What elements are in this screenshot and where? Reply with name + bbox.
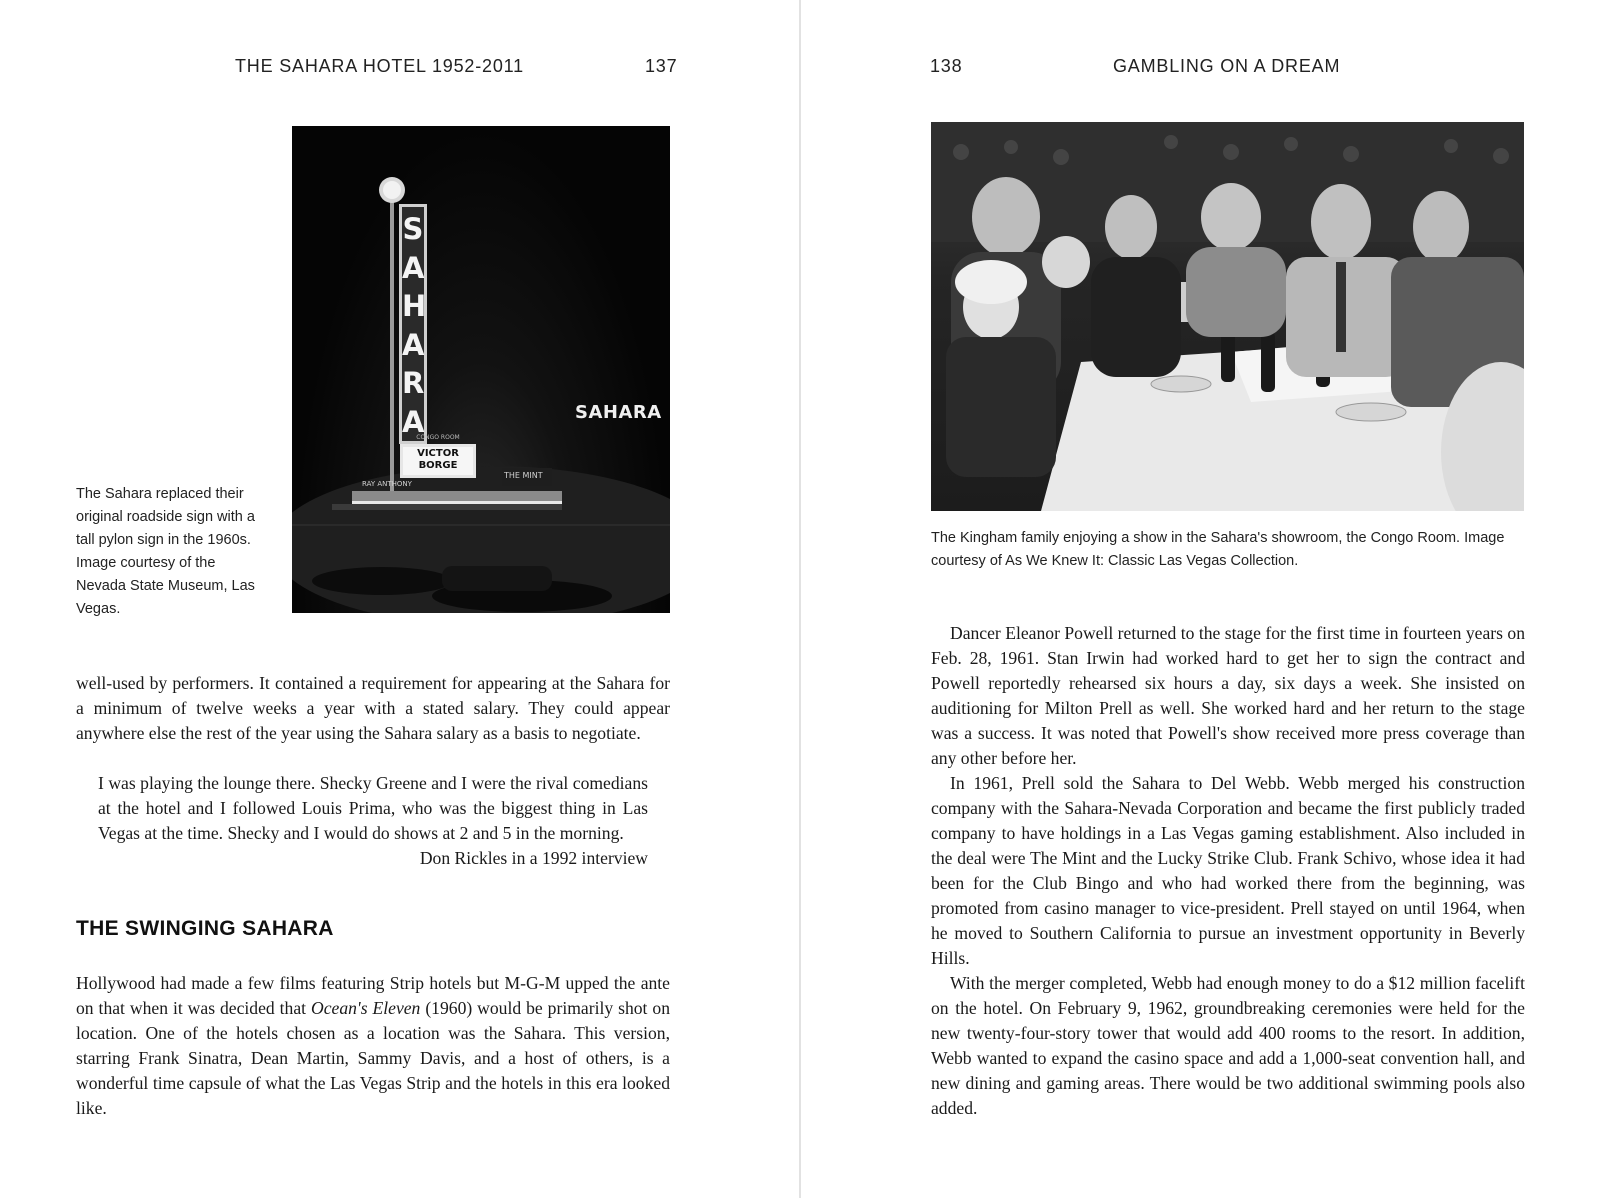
paragraph-merger: With the merger completed, Webb had enough money to do a $12 million facelift on the hotel. On February 9, 1962, groundbreaking ceremonies were held for the new twenty-four-story tower that would add 400 rooms to the resort. In addition, Webb wanted to expand the casino space and add a 1,000-seat convention hall, and new dining and gaming areas. There would be two additional swimming pools also added. (931, 973, 1525, 1118)
hollywood-text-a: Hollywood had made a few films featuring Strip hotels but M-G-M upped the ante on that when it was decided that (76, 973, 670, 1018)
mint-sign-text: THE MINT (504, 471, 543, 480)
page-number-left: 137 (645, 56, 678, 76)
photo-sahara-pylon-sign (292, 126, 670, 613)
quote-attribution: Don Rickles in a 1992 interview (419, 848, 648, 868)
family-photo-illustration (931, 122, 1524, 511)
paragraph-del-webb: In 1961, Prell sold the Sahara to Del Webb. Webb merged his construction company with the Sahara-Nevada Corporation and became the first publicly traded company to have holdings in a Las Vegas gaming establishment. Also included in the deal were The Mint and the Lucky Strike Club. Frank Schivo, whose idea it had been for the Club Bingo and who had worked there from the beginning, was promoted from casino manager to vice-president. Prell stayed on until 1964, when he moved to Southern California to pursue an investment opportunity in Beverly Hills. (931, 773, 1525, 968)
section-heading: THE SWINGING SAHARA (76, 917, 334, 940)
pylon-sign-text: SAHARA (402, 212, 427, 439)
paragraph-hollywood (76, 971, 670, 1121)
right-body-text (931, 621, 1525, 1121)
film-title: Ocean's Eleven (311, 998, 421, 1018)
building-sign-text: SAHARA (575, 402, 662, 423)
running-title-right: GAMBLING ON A DREAM (1113, 56, 1341, 76)
paragraph-eleanor-powell: Dancer Eleanor Powell returned to the stage for the first time in fourteen years on Feb. 28, 1961. Stan Irwin had worked hard to get her to sign the contract and Powell reportedly rehearsed six hours a day, six days a week. She insisted on auditioning for Milton Prell as well. She worked hard and her return to the stage was a success. It was noted that Powell's show received more press coverage than any other before her. (931, 623, 1525, 768)
marquee-line-1: VICTOR (417, 448, 459, 459)
page-number-right: 138 (930, 56, 963, 76)
marquee-line-2: BORGE (418, 460, 458, 471)
pylon-sign-illustration (292, 126, 670, 613)
caption-left: The Sahara replaced their original roadside sign with a tall pylon sign in the 1960s. Image courtesy of the Nevada State Museum, Las Vegas. (76, 486, 255, 617)
hollywood-text-b: (1960) would be primarily shot on location. One of the hotels chosen as a location was the Sahara. This version, starring Frank Sinatra, Dean Martin, Sammy Davis, and a host of others, is a wonderful time capsule of what the Las Vegas Strip and the hotels in this era looked like. (76, 998, 670, 1118)
marquee-header: CONGO ROOM (416, 434, 460, 441)
photo-kingham-family (931, 122, 1524, 511)
caption-right: The Kingham family enjoying a show in the Sahara's showroom, the Congo Room. Image courtesy of As We Knew It: Classic Las Vegas Collection. (931, 530, 1505, 569)
book-gutter (799, 0, 801, 1198)
paragraph-performers: well-used by performers. It contained a requirement for appearing at the Sahara for a minimum of twelve weeks a year with a stated salary. They could appear anywhere else the rest of the year using the Sahara salary as a basis to negotiate. (76, 673, 670, 743)
blockquote-rickles (98, 771, 648, 871)
quote-text: I was playing the lounge there. Shecky Greene and I were the rival comedians at the hotel and I followed Louis Prima, who was the biggest thing in Las Vegas at the time. Shecky and I would do shows at 2 and 5 in the morning. (98, 773, 648, 843)
lounge-sign-text: RAY ANTHONY (362, 480, 412, 488)
running-title-left: THE SAHARA HOTEL 1952-2011 (235, 56, 524, 76)
